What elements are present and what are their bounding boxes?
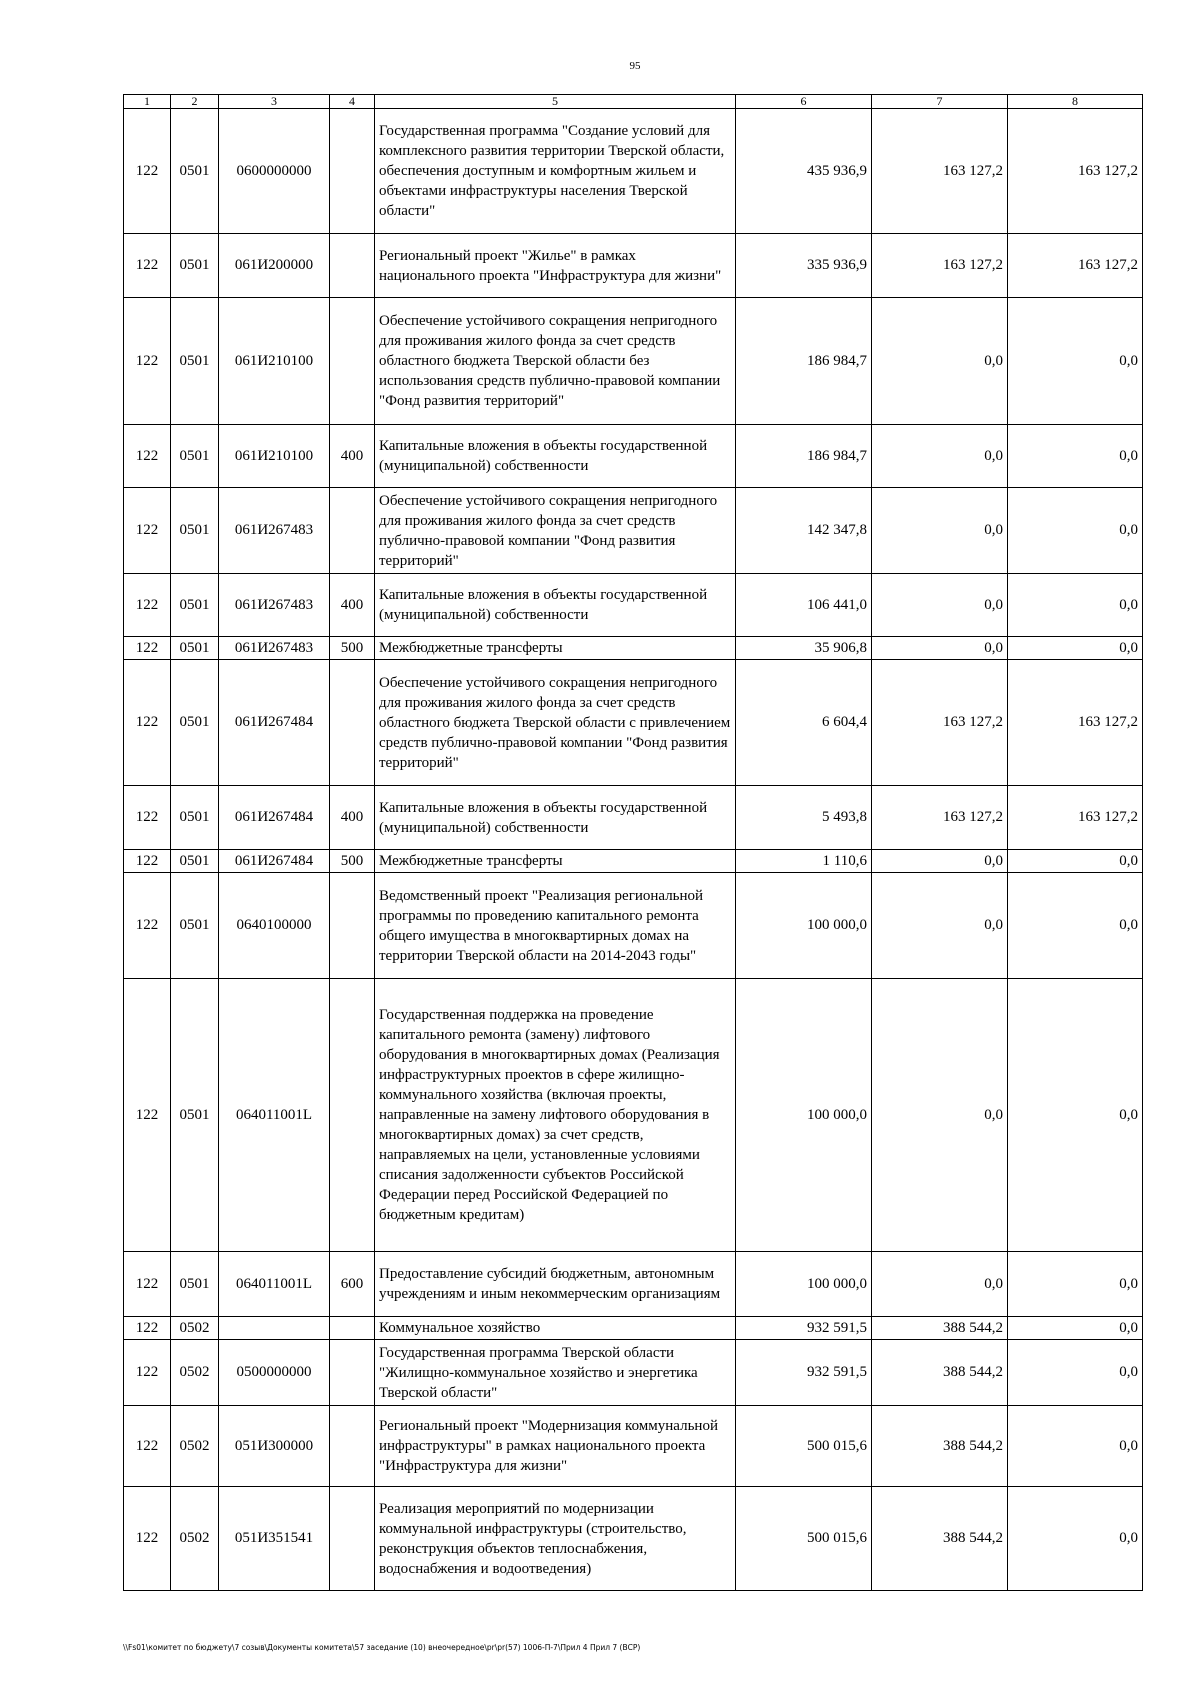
section-code: 0501 xyxy=(171,425,219,488)
target-article-code: 051И300000 xyxy=(219,1406,330,1487)
row-description: Региональный проект "Модернизация коммунальной инфраструктуры" в рамках национального проекта "Инфраструктура для жизни" xyxy=(375,1406,736,1487)
ministry-code: 122 xyxy=(124,850,171,873)
row-description: Региональный проект "Жилье" в рамках национального проекта "Инфраструктура для жизни" xyxy=(375,234,736,298)
amount-col-7: 0,0 xyxy=(872,850,1008,873)
amount-col-6: 932 591,5 xyxy=(736,1340,872,1406)
row-description: Межбюджетные трансферты xyxy=(375,850,736,873)
page-number: 95 xyxy=(629,60,641,72)
amount-col-8: 0,0 xyxy=(1008,425,1143,488)
row-description: Государственная программа "Создание условий для комплексного развития территории Тверской области, обеспечения доступным и комфортным жильем и объектами инфраструктуры населения Тверской области" xyxy=(375,109,736,234)
amount-col-7: 0,0 xyxy=(872,574,1008,637)
file-path-footer: \\Fs01\комитет по бюджету\7 созыв\Документы комитета\57 заседание (10) внеочередное\pr\pr(57) 1006-П-7\Прил 4 Прил 7 (ВСР) xyxy=(123,1643,641,1652)
amount-col-6: 932 591,5 xyxy=(736,1317,872,1340)
row-description: Ведомственный проект "Реализация региональной программы по проведению капитального ремонта общего имущества в многоквартирных домах на территории Тверской области на 2014-2043 годы" xyxy=(375,873,736,979)
target-article-code: 061И210100 xyxy=(219,298,330,425)
amount-col-6: 100 000,0 xyxy=(736,1252,872,1317)
table-row xyxy=(124,660,1143,786)
amount-col-7: 0,0 xyxy=(872,979,1008,1252)
amount-col-8: 0,0 xyxy=(1008,1340,1143,1406)
column-header: 2 xyxy=(171,95,219,109)
target-article-code: 0500000000 xyxy=(219,1340,330,1406)
expense-type-code xyxy=(330,234,375,298)
ministry-code: 122 xyxy=(124,109,171,234)
ministry-code: 122 xyxy=(124,234,171,298)
ministry-code: 122 xyxy=(124,1317,171,1340)
ministry-code: 122 xyxy=(124,1340,171,1406)
amount-col-8: 0,0 xyxy=(1008,873,1143,979)
amount-col-8: 163 127,2 xyxy=(1008,786,1143,850)
amount-col-8: 0,0 xyxy=(1008,1317,1143,1340)
expense-type-code xyxy=(330,660,375,786)
amount-col-6: 500 015,6 xyxy=(736,1406,872,1487)
section-code: 0501 xyxy=(171,488,219,574)
expense-type-code xyxy=(330,298,375,425)
target-article-code: 0600000000 xyxy=(219,109,330,234)
target-article-code: 061И267483 xyxy=(219,574,330,637)
table-row xyxy=(124,1252,1143,1317)
expense-type-code xyxy=(330,1406,375,1487)
expense-type-code xyxy=(330,1340,375,1406)
section-code: 0501 xyxy=(171,660,219,786)
amount-col-6: 435 936,9 xyxy=(736,109,872,234)
expense-type-code xyxy=(330,873,375,979)
section-code: 0501 xyxy=(171,298,219,425)
ministry-code: 122 xyxy=(124,425,171,488)
ministry-code: 122 xyxy=(124,637,171,660)
amount-col-8: 0,0 xyxy=(1008,1252,1143,1317)
table-row xyxy=(124,1487,1143,1591)
amount-col-7: 388 544,2 xyxy=(872,1340,1008,1406)
amount-col-6: 1 110,6 xyxy=(736,850,872,873)
section-code: 0501 xyxy=(171,786,219,850)
table-row xyxy=(124,425,1143,488)
table-row xyxy=(124,298,1143,425)
amount-col-8: 0,0 xyxy=(1008,637,1143,660)
expense-type-code xyxy=(330,979,375,1252)
expense-type-code xyxy=(330,1317,375,1340)
row-description: Капитальные вложения в объекты государственной (муниципальной) собственности xyxy=(375,574,736,637)
target-article-code: 0640100000 xyxy=(219,873,330,979)
amount-col-7: 0,0 xyxy=(872,637,1008,660)
row-description: Государственная программа Тверской области "Жилищно-коммунальное хозяйство и энергетика Тверской области" xyxy=(375,1340,736,1406)
target-article-code: 064011001L xyxy=(219,979,330,1252)
row-description: Предоставление субсидий бюджетным, автономным учреждениям и иным некоммерческим организациям xyxy=(375,1252,736,1317)
row-description: Коммунальное хозяйство xyxy=(375,1317,736,1340)
row-description: Государственная поддержка на проведение капитального ремонта (замену) лифтового оборудования в многоквартирных домах (Реализация инфраструктурных проектов в сфере жилищно-коммунального хозяйства (включая проекты, направленные на замену лифтового оборудования в многоквартирных домах) за счет средств, направляемых на цели, установленные условиями списания задолженности субъектов Российской Федерации перед Российской Федерацией по бюджетным кредитам) xyxy=(375,979,736,1252)
target-article-code: 061И267484 xyxy=(219,786,330,850)
table-row xyxy=(124,1317,1143,1340)
row-description: Обеспечение устойчивого сокращения непригодного для проживания жилого фонда за счет средств публично-правовой компании "Фонд развития территорий" xyxy=(375,488,736,574)
expense-type-code: 500 xyxy=(330,637,375,660)
section-code: 0501 xyxy=(171,637,219,660)
amount-col-6: 186 984,7 xyxy=(736,425,872,488)
amount-col-7: 163 127,2 xyxy=(872,109,1008,234)
budget-table xyxy=(123,94,1143,1591)
target-article-code: 064011001L xyxy=(219,1252,330,1317)
target-article-code: 061И210100 xyxy=(219,425,330,488)
amount-col-8: 0,0 xyxy=(1008,488,1143,574)
column-header: 8 xyxy=(1008,95,1143,109)
target-article-code: 061И267484 xyxy=(219,850,330,873)
table-row xyxy=(124,488,1143,574)
amount-col-8: 163 127,2 xyxy=(1008,660,1143,786)
section-code: 0501 xyxy=(171,234,219,298)
target-article-code: 061И267484 xyxy=(219,660,330,786)
ministry-code: 122 xyxy=(124,786,171,850)
row-description: Обеспечение устойчивого сокращения непригодного для проживания жилого фонда за счет средств областного бюджета Тверской области без использования средств публично-правовой компании "Фонд развития территорий" xyxy=(375,298,736,425)
table-row xyxy=(124,234,1143,298)
table-row xyxy=(124,786,1143,850)
column-header: 6 xyxy=(736,95,872,109)
expense-type-code xyxy=(330,1487,375,1591)
expense-type-code xyxy=(330,109,375,234)
expense-type-code xyxy=(330,488,375,574)
amount-col-8: 0,0 xyxy=(1008,979,1143,1252)
expense-type-code: 400 xyxy=(330,425,375,488)
column-number-row xyxy=(124,95,1143,109)
amount-col-7: 0,0 xyxy=(872,873,1008,979)
amount-col-8: 163 127,2 xyxy=(1008,234,1143,298)
expense-type-code: 400 xyxy=(330,574,375,637)
ministry-code: 122 xyxy=(124,574,171,637)
section-code: 0501 xyxy=(171,109,219,234)
amount-col-7: 0,0 xyxy=(872,298,1008,425)
amount-col-7: 0,0 xyxy=(872,488,1008,574)
expense-type-code: 400 xyxy=(330,786,375,850)
amount-col-7: 0,0 xyxy=(872,1252,1008,1317)
table-row xyxy=(124,109,1143,234)
column-header: 3 xyxy=(219,95,330,109)
amount-col-7: 388 544,2 xyxy=(872,1487,1008,1591)
ministry-code: 122 xyxy=(124,979,171,1252)
amount-col-7: 0,0 xyxy=(872,425,1008,488)
ministry-code: 122 xyxy=(124,660,171,786)
table-row xyxy=(124,850,1143,873)
section-code: 0502 xyxy=(171,1340,219,1406)
amount-col-8: 0,0 xyxy=(1008,850,1143,873)
section-code: 0502 xyxy=(171,1317,219,1340)
table-row xyxy=(124,637,1143,660)
column-header: 1 xyxy=(124,95,171,109)
section-code: 0502 xyxy=(171,1406,219,1487)
table-row xyxy=(124,574,1143,637)
amount-col-6: 100 000,0 xyxy=(736,979,872,1252)
amount-col-8: 0,0 xyxy=(1008,574,1143,637)
section-code: 0501 xyxy=(171,574,219,637)
section-code: 0501 xyxy=(171,873,219,979)
amount-col-7: 388 544,2 xyxy=(872,1406,1008,1487)
table-row xyxy=(124,1340,1143,1406)
amount-col-7: 163 127,2 xyxy=(872,786,1008,850)
section-code: 0501 xyxy=(171,850,219,873)
amount-col-6: 142 347,8 xyxy=(736,488,872,574)
amount-col-6: 100 000,0 xyxy=(736,873,872,979)
amount-col-8: 0,0 xyxy=(1008,298,1143,425)
section-code: 0501 xyxy=(171,1252,219,1317)
expense-type-code: 500 xyxy=(330,850,375,873)
column-header: 4 xyxy=(330,95,375,109)
amount-col-6: 106 441,0 xyxy=(736,574,872,637)
ministry-code: 122 xyxy=(124,1252,171,1317)
table-row xyxy=(124,979,1143,1252)
target-article-code: 051И351541 xyxy=(219,1487,330,1591)
target-article-code: 061И267483 xyxy=(219,488,330,574)
amount-col-7: 163 127,2 xyxy=(872,660,1008,786)
amount-col-6: 6 604,4 xyxy=(736,660,872,786)
section-code: 0502 xyxy=(171,1487,219,1591)
ministry-code: 122 xyxy=(124,1487,171,1591)
amount-col-6: 186 984,7 xyxy=(736,298,872,425)
amount-col-8: 0,0 xyxy=(1008,1406,1143,1487)
ministry-code: 122 xyxy=(124,488,171,574)
amount-col-6: 500 015,6 xyxy=(736,1487,872,1591)
section-code: 0501 xyxy=(171,979,219,1252)
amount-col-7: 388 544,2 xyxy=(872,1317,1008,1340)
expense-type-code: 600 xyxy=(330,1252,375,1317)
amount-col-6: 35 906,8 xyxy=(736,637,872,660)
row-description: Реализация мероприятий по модернизации коммунальной инфраструктуры (строительство, реконструкция объектов теплоснабжения, водоснабжения и водоотведения) xyxy=(375,1487,736,1591)
column-header: 7 xyxy=(872,95,1008,109)
amount-col-6: 5 493,8 xyxy=(736,786,872,850)
row-description: Межбюджетные трансферты xyxy=(375,637,736,660)
ministry-code: 122 xyxy=(124,873,171,979)
ministry-code: 122 xyxy=(124,1406,171,1487)
row-description: Капитальные вложения в объекты государственной (муниципальной) собственности xyxy=(375,425,736,488)
ministry-code: 122 xyxy=(124,298,171,425)
amount-col-8: 163 127,2 xyxy=(1008,109,1143,234)
target-article-code: 061И267483 xyxy=(219,637,330,660)
amount-col-8: 0,0 xyxy=(1008,1487,1143,1591)
row-description: Капитальные вложения в объекты государственной (муниципальной) собственности xyxy=(375,786,736,850)
row-description: Обеспечение устойчивого сокращения непригодного для проживания жилого фонда за счет средств областного бюджета Тверской области с привлечением средств публично-правовой компании "Фонд развития территорий" xyxy=(375,660,736,786)
target-article-code: 061И200000 xyxy=(219,234,330,298)
column-header: 5 xyxy=(375,95,736,109)
table-row xyxy=(124,1406,1143,1487)
target-article-code xyxy=(219,1317,330,1340)
amount-col-6: 335 936,9 xyxy=(736,234,872,298)
amount-col-7: 163 127,2 xyxy=(872,234,1008,298)
table-row xyxy=(124,873,1143,979)
